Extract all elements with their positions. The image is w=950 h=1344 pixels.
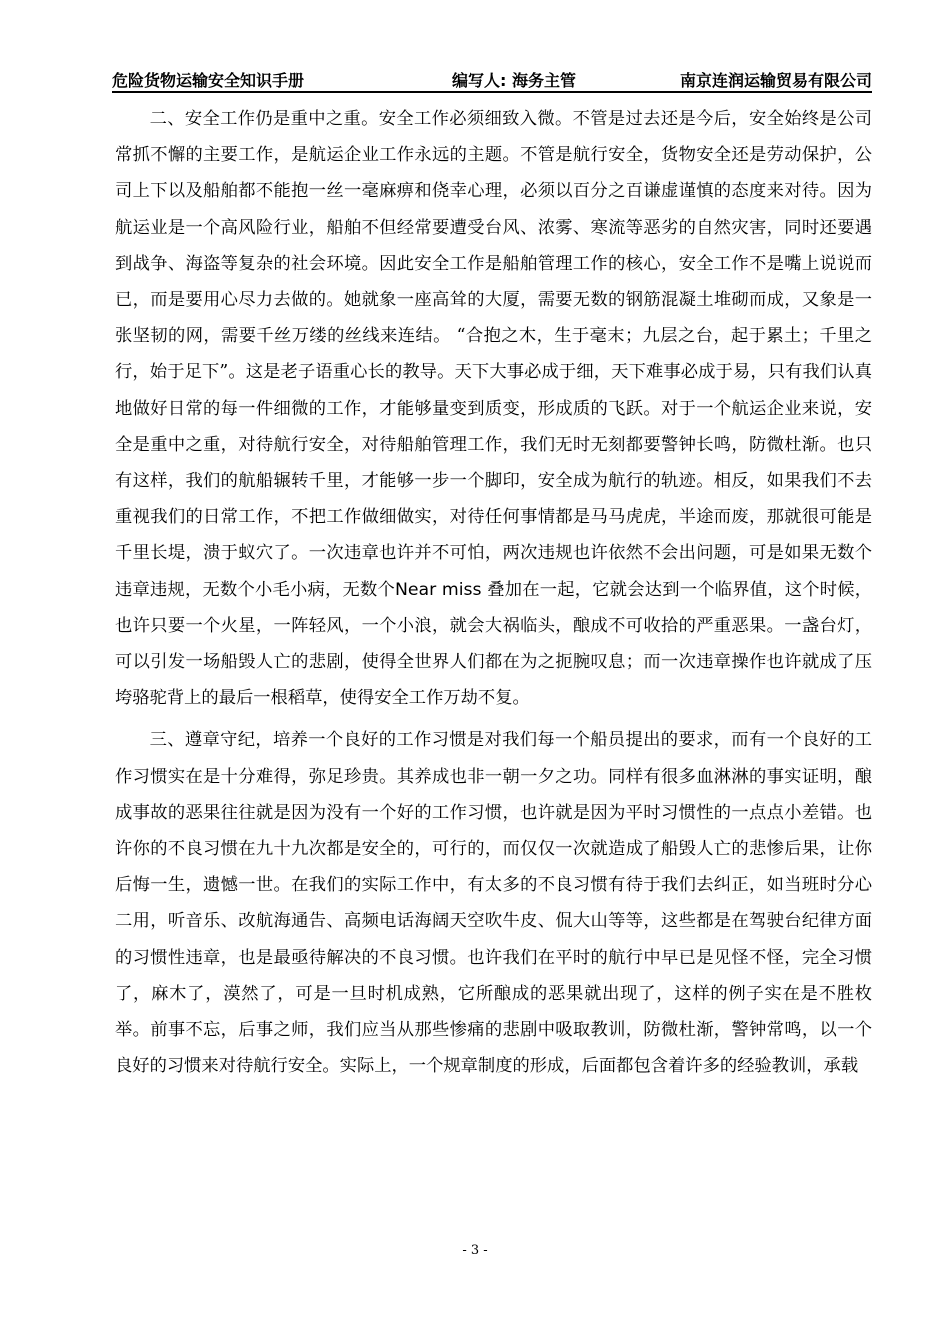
header-manual-title: 危险货物运输安全知识手册 (112, 71, 305, 90)
paragraph-text: 叠加在一起，它就会达到一个临界值，这个时候，也许只要一个火星，一阵轻风，一个小浪，就会大祸临头，酿成不可收拾的严重恶果。一盏台灯，可以引发一场船毁人亡的悲剧，使得全世界人们都在为之扼腕叹息；而一次违章操作也许就成了压垮骆驼背上的最后一根稻草，使得安全工作万劫不复。 (115, 579, 872, 709)
header-company: 南京连润运输贸易有限公司 (679, 71, 872, 90)
header-author: 编写人: 海务主管 (452, 71, 576, 90)
header-divider (112, 91, 872, 93)
paragraph-work-habits: 三、遵章守纪，培养一个良好的工作习惯是对我们每一个船员提出的要求，而有一个良好的工作习惯实在是十分难得，弥足珍贵。其养成也非一朝一夕之功。同样有很多血淋淋的事实证明，酿成事故的恶果往往就是因为没有一个好的工作习惯，也许就是因为平时习惯性的一点点小差错。也许你的不良习惯在九十九次都是安全的，可行的，而仅仅一次就造成了船毁人亡的悲惨后果，让你后悔一生，遗憾一世。在我们的实际工作中，有太多的不良习惯有待于我们去纠正，如当班时分心二用，听音乐、改航海通告、高频电话海阔天空吹牛皮、侃大山等等，这些都是在驾驶台纪律方面的习惯性违章，也是最亟待解决的不良习惯。也许我们在平时的航行中早已是见怪不怪，完全习惯了，麻木了，漠然了，可是一旦时机成熟，它所酿成的恶果就出现了，这样的例子实在是不胜枚举。前事不忘，后事之师，我们应当从那些惨痛的悲剧中吸取教训，防微杜渐，警钟常鸣，以一个良好的习惯来对待航行安全。实际上，一个规章制度的形成，后面都包含着许多的经验教训，承载 (115, 730, 872, 1077)
paragraph-safety-priority (115, 101, 872, 716)
document-body (115, 101, 872, 1090)
page-number: - 3 - (462, 1243, 488, 1258)
near-miss-term: Near miss (394, 579, 482, 600)
paragraph-text: 二、安全工作仍是重中之重。安全工作必须细致入微。不管是过去还是今后，安全始终是公司常抓不懈的主要工作，是航运企业工作永远的主题。不管是航行安全，货物安全还是劳动保护，公司上下以及船舶都不能抱一丝一毫麻痹和侥幸心理，必须以百分之百谦虚谨慎的态度来对待。因为航运业是一个高风险行业，船舶不但经常要遭受台风、浓雾、寒流等恶劣的自然灾害，同时还要遇到战争、海盗等复杂的社会环境。因此安全工作是船舶管理工作的核心，安全工作不是嘴上说说而已，而是要用心尽力去做的。她就象一座高耸的大厦，需要无数的钢筋混凝土堆砌而成，又象是一张坚韧的网，需要千丝万缕的丝线来连结。 “合抱之木，生于毫末；九层之台，起于累土；千里之行，始于足下”。这是老子语重心长的教导。天下大事必成于细，天下难事必成于易，只有我们认真地做好日常的每一件细微的工作，才能够量变到质变，形成质的飞跃。对于一个航运企业来说，安全是重中之重，对待航行安全，对待船舶管理工作，我们无时无刻都要警钟长鸣，防微杜渐。也只有这样，我们的航船辗转千里，才能够一步一个脚印，安全成为航行的轨迹。相反，如果我们不去重视我们的日常工作，不把工作做细做实，对待任何事情都是马马虎虎，半途而废，那就很可能是千里长堤，溃于蚁穴了。一次违章也许并不可怕，两次违规也许依然不会出问题，可是如果无数个违章违规，无数个小毛小病，无数个 (115, 109, 872, 600)
page-header (112, 68, 872, 90)
